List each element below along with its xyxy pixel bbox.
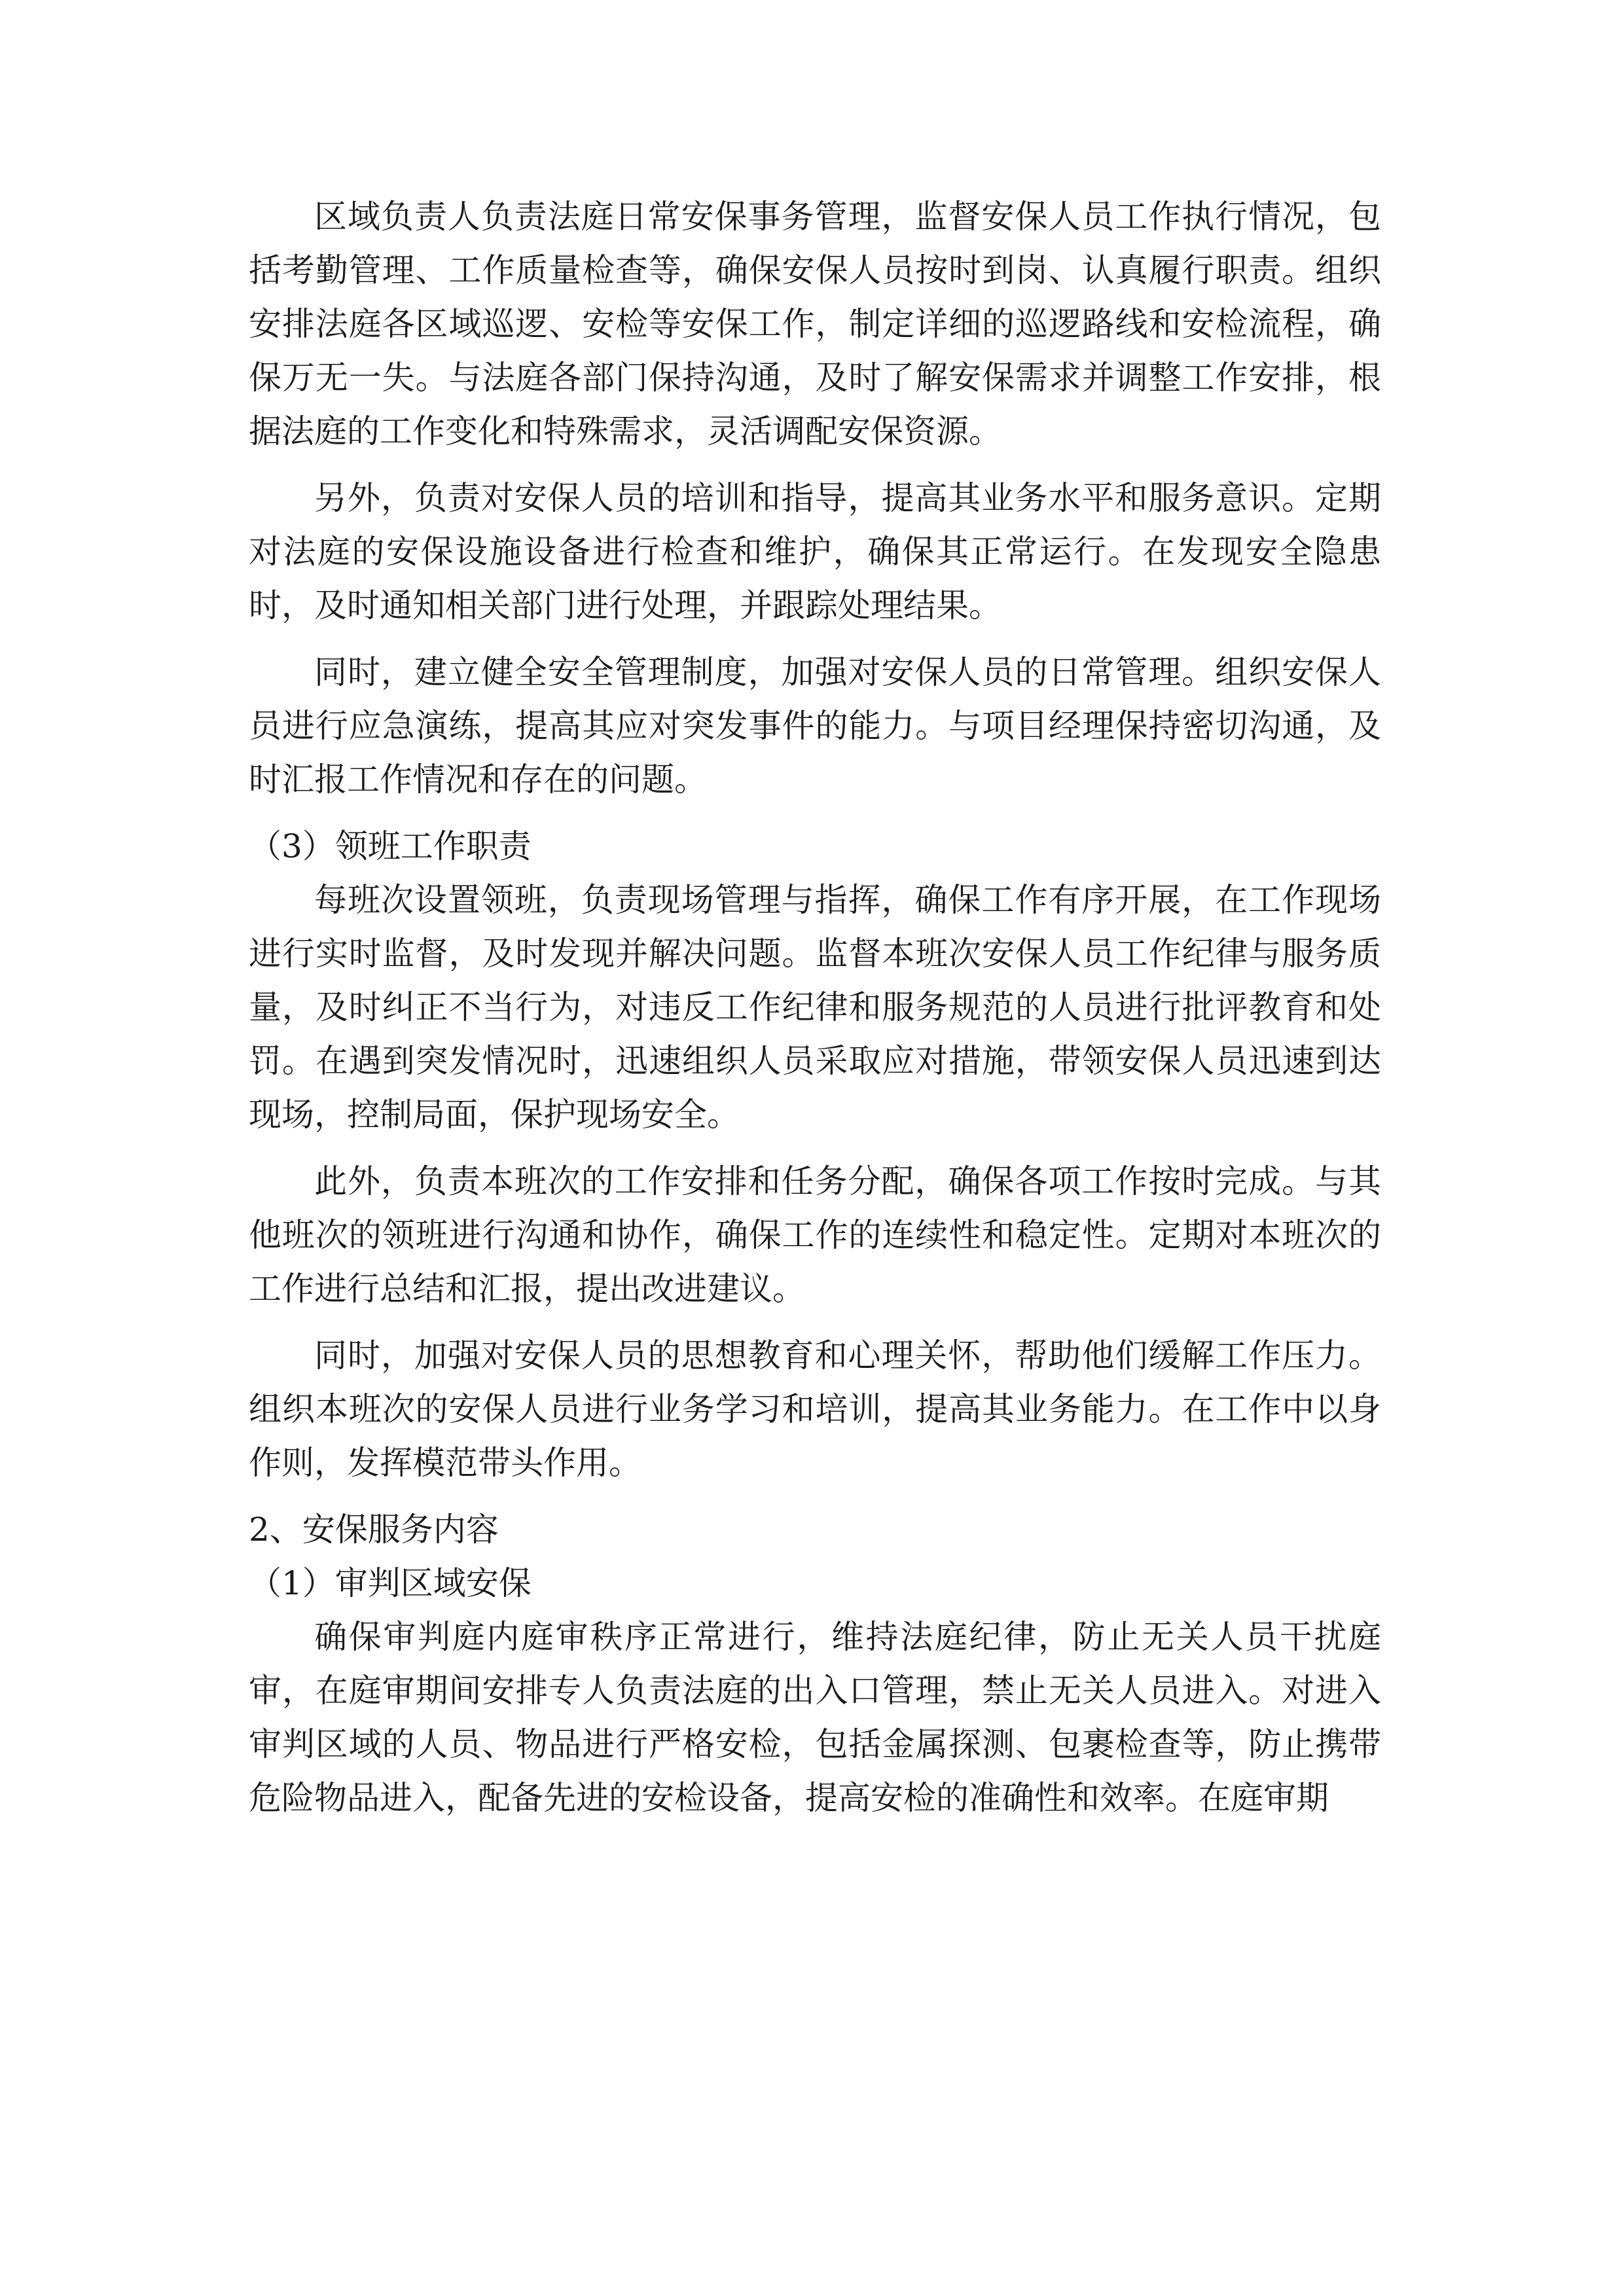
paragraph-area-manager-duties: 区域负责人负责法庭日常安保事务管理，监督安保人员工作执行情况，包括考勤管理、工作质量检查等，确保安保人员按时到岗、认真履行职责。组织安排法庭各区域巡逻、安检等安保工作，制定详细的巡逻路线和安检流程，确保万无一失。与法庭各部门保持沟通，及时了解安保需求并调整工作安排，根据法庭的工作变化和特殊需求，灵活调配安保资源。 (249, 198, 1381, 450)
paragraph-trial-area-security: 确保审判庭内庭审秩序正常进行，维持法庭纪律，防止无关人员干扰庭审，在庭审期间安排专人负责法庭的出入口管理，禁止无关人员进入。对进入审判区域的人员、物品进行严格安检，包括金属探测、包裹检查等，防止携带危险物品进入，配备先进的安检设备，提高安检的准确性和效率。在庭审期 (249, 1618, 1381, 1817)
document-page (249, 190, 1381, 1838)
paragraph-foreman-education: 同时，加强对安保人员的思想教育和心理关怀，帮助他们缓解工作压力。组织本班次的安保人员进行业务学习和培训，提高其业务能力。在工作中以身作则，发挥模范带头作用。 (249, 1336, 1381, 1482)
paragraph-foreman-task-assignment: 此外，负责本班次的工作安排和任务分配，确保各项工作按时完成。与其他班次的领班进行沟通和协作，确保工作的连续性和稳定性。定期对本班次的工作进行总结和汇报，提出改进建议。 (249, 1162, 1381, 1308)
paragraph-safety-management: 同时，建立健全安全管理制度，加强对安保人员的日常管理。组织安保人员进行应急演练，提高其应对突发事件的能力。与项目经理保持密切沟通，及时汇报工作情况和存在的问题。 (249, 653, 1381, 798)
section-title-security-services: 2、安保服务内容 (249, 1511, 499, 1549)
heading-trial-area-security: （1）审判区域安保 (249, 1564, 532, 1602)
paragraph-foreman-site-management: 每班次设置领班，负责现场管理与指挥，确保工作有序开展，在工作现场进行实时监督，及时发现并解决问题。监督本班次安保人员工作纪律与服务质量，及时纠正不当行为，对违反工作纪律和服务规范的人员进行批评教育和处罚。在遇到突发情况时，迅速组织人员采取应对措施，带领安保人员迅速到达现场，控制局面，保护现场安全。 (249, 881, 1381, 1134)
heading-foreman-duties: （3）领班工作职责 (249, 827, 532, 865)
paragraph-training-guidance: 另外，负责对安保人员的培训和指导，提高其业务水平和服务意识。定期对法庭的安保设施设备进行检查和维护，确保其正常运行。在发现安全隐患时，及时通知相关部门进行处理，并跟踪处理结果。 (249, 479, 1381, 624)
